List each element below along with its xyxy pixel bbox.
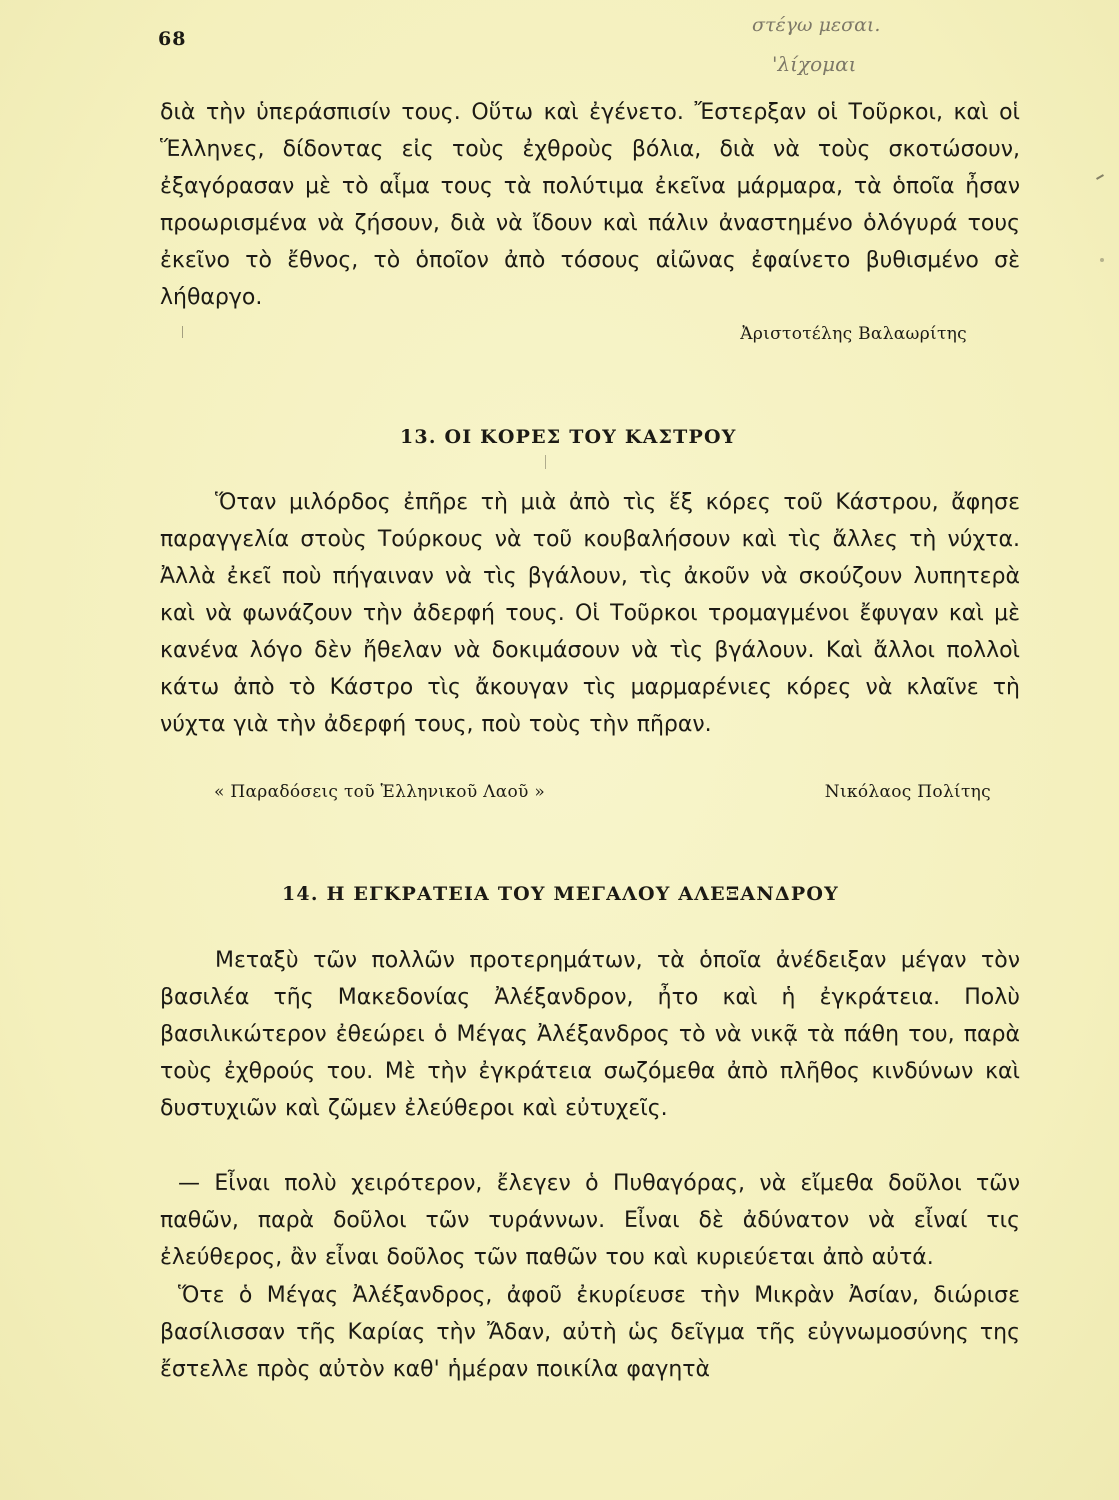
intro-paragraph: διὰ τὴν ὑπεράσπισίν τους. Οὕτω καὶ ἐγένετο. Ἔστερξαν οἱ Τοῦρκοι, καὶ οἱ Ἕλληνες, δίδοντας εἰς τοὺς ἐχθροὺς βόλια, διὰ νὰ τοὺς σκοτώσουν, ἐξαγόρασαν μὲ τὸ αἷμα τους τὰ πολύτιμα ἐκεῖνα μάρμαρα, τὰ ὁποῖα ἦσαν προωρισμένα νὰ ζήσουν, διὰ νὰ ἴδουν καὶ πάλιν ἀναστημένο ὁλόγυρά τους ἐκεῖνο τὸ ἔθνος, τὸ ὁποῖον ἀπὸ τόσους αἰῶνας ἐφαίνετο βυθισμένο σὲ λήθαργο. bbox=[160, 100, 1020, 310]
section-14-paragraph-2: — Εἶναι πολὺ χειρότερον, ἔλεγεν ὁ Πυθαγόρας, νὰ εἴμεθα δοῦλοι τῶν παθῶν, παρὰ δοῦλοι τῶν τυράννων. Εἶναι δὲ ἀδύνατον νὰ εἶναί τις ἐλεύθερος, ἂν εἶναι δοῦλος τῶν παθῶν του καὶ κυριεύεται ἀπὸ αὐτά. bbox=[160, 1171, 1020, 1270]
section-14-heading: 14. Η ΕΓΚΡΑΤΕΙΑ ΤΟΥ ΜΕΓΑΛΟΥ ΑΛΕΞΑΝΔΡΟΥ bbox=[282, 883, 839, 905]
scan-speck bbox=[1100, 258, 1104, 262]
scan-speck bbox=[1096, 174, 1104, 180]
section-13-paragraph: Ὅταν μιλόρδος ἐπῆρε τὴ μιὰ ἀπὸ τὶς ἕξ κόρες τοῦ Κάστρου, ἄφησε παραγγελία στοὺς Τούρκους νὰ τοῦ κουβαλήσουν καὶ τὶς ἄλλες τὴ νύχτα. Ἀλλὰ ἐκεῖ ποὺ πήγαιναν νὰ τὶς βγάλουν, τὶς ἀκοῦν νὰ σκούζουν λυπητερὰ καὶ νὰ φωνάζουν τὴν ἀδερφή τους. Οἱ Τοῦρκοι τρομαγμένοι ἔφυγαν καὶ μὲ κανένα λόγο δὲν ἤθελαν νὰ δοκιμάσουν νὰ τὶς βγάλουν. Καὶ ἄλλοι πολλοὶ κάτω ἀπὸ τὸ Κάστρο τὶς ἄκουγαν τὶς μαρμαρένιες κόρες νὰ κλαῖνε τὴ νύχτα γιὰ τὴν ἀδερφή τους, ποὺ τοὺς τὴν πῆραν. bbox=[160, 490, 1020, 737]
intro-author: Ἀριστοτέλης Βαλαωρίτης bbox=[740, 324, 967, 344]
section-13-author: Νικόλαος Πολίτης bbox=[824, 782, 991, 802]
section-13-heading: 13. ΟΙ ΚΟΡΕΣ ΤΟΥ ΚΑΣΤΡΟΥ bbox=[400, 426, 737, 448]
scan-speck bbox=[182, 326, 183, 338]
page-number: 68 bbox=[158, 28, 187, 50]
handwritten-note: 'λίχομαι bbox=[772, 52, 857, 76]
section-13-source: « Παραδόσεις τοῦ Ἑλληνικοῦ Λαοῦ » bbox=[214, 782, 546, 802]
scan-speck bbox=[545, 455, 546, 469]
handwritten-note: στέγω μεσαι. bbox=[752, 14, 881, 36]
section-14-paragraph-1: Μεταξὺ τῶν πολλῶν προτερημάτων, τὰ ὁποῖα ἀνέδειξαν μέγαν τὸν βασιλέα τῆς Μακεδονίας Ἀλέξανδρον, ἦτο καὶ ἡ ἐγκράτεια. Πολὺ βασιλικώτερον ἐθεώρει ὁ Μέγας Ἀλέξανδρος τὸ νὰ νικᾷ τὰ πάθη του, παρὰ τοὺς ἐχθρούς του. Μὲ τὴν ἐγκράτεια σωζόμεθα ἀπὸ πλῆθος κινδύνων καὶ δυστυχιῶν καὶ ζῶμεν ἐλεύθεροι καὶ εὐτυχεῖς. bbox=[160, 948, 1020, 1121]
section-14-paragraph-3: Ὅτε ὁ Μέγας Ἀλέξανδρος, ἀφοῦ ἐκυρίευσε τὴν Μικρὰν Ἀσίαν, διώρισε βασίλισσαν τῆς Καρίας τὴν Ἄδαν, αὐτὴ ὡς δεῖγμα τῆς εὐγνωμοσύνης της ἔστελλε πρὸς αὐτὸν καθ' ἡμέραν ποικίλα φαγητὰ bbox=[160, 1283, 1020, 1382]
